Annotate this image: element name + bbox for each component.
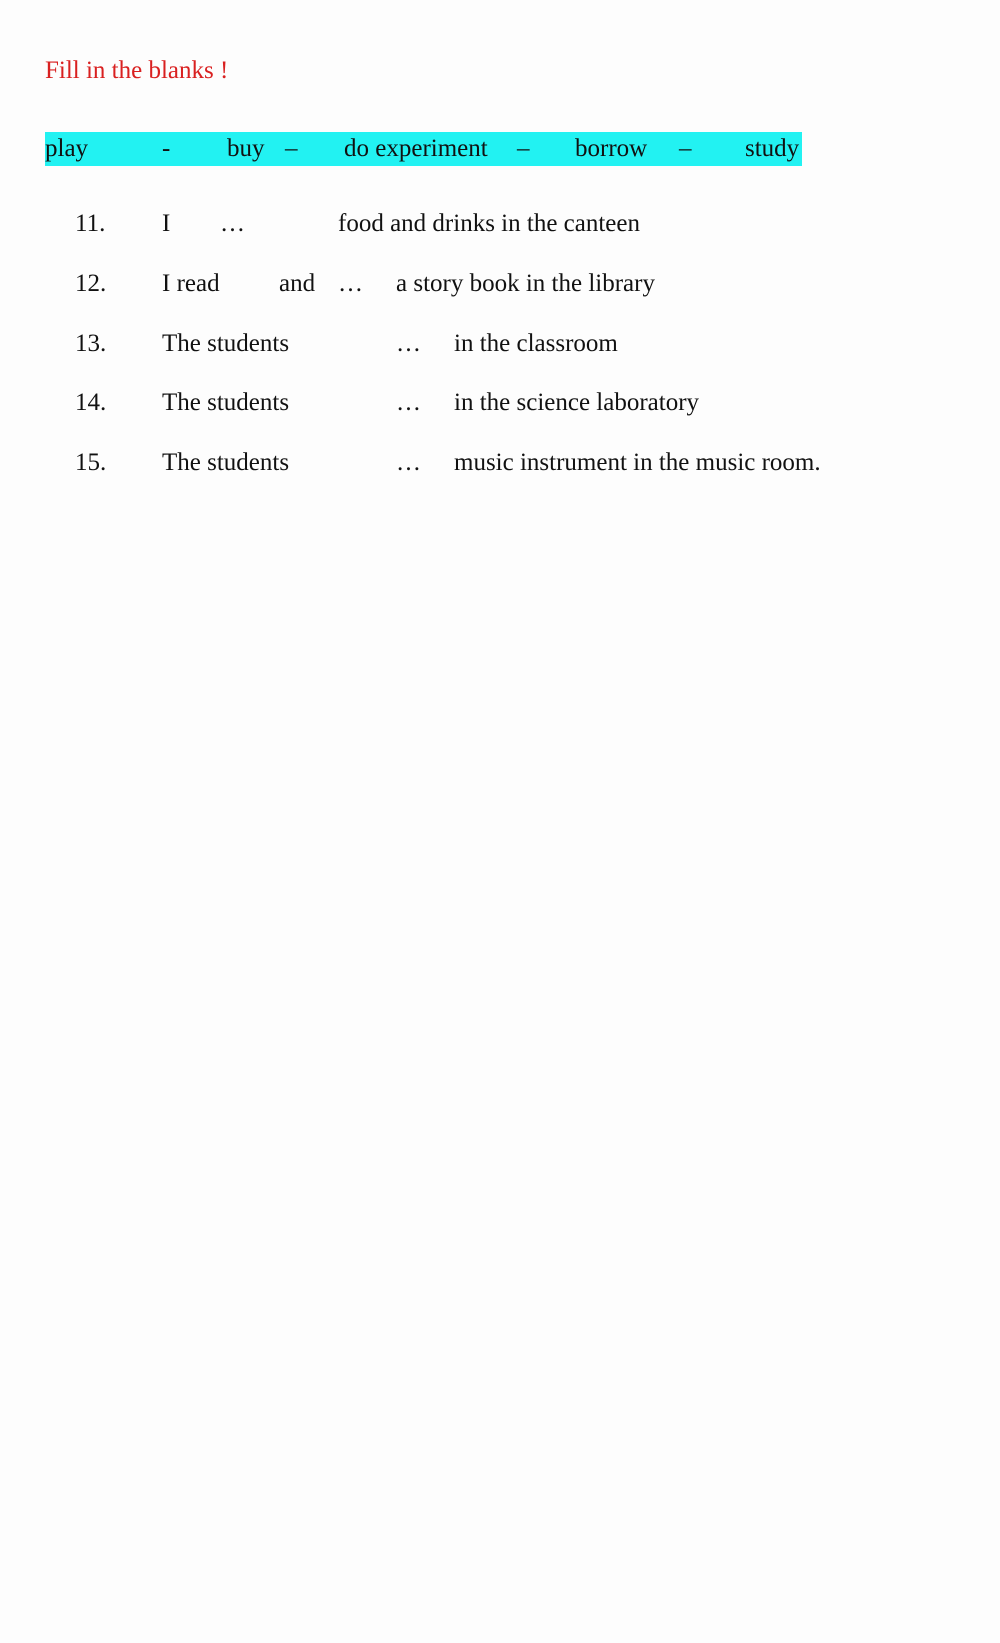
worksheet-title: Fill in the blanks !: [45, 57, 229, 84]
word-bank-word-buy: buy: [227, 135, 265, 162]
question-connector: and: [279, 270, 316, 297]
question-subject: The students: [162, 330, 290, 357]
question-subject: The students: [162, 389, 290, 416]
question-rest: music instrument in the music room.: [454, 449, 821, 476]
answer-blank[interactable]: …: [338, 270, 363, 297]
word-bank-word-borrow: borrow: [575, 135, 648, 162]
question-rest: food and drinks in the canteen: [338, 210, 640, 237]
word-bank-separator: –: [679, 135, 692, 162]
question-subject: I: [162, 210, 171, 237]
question-number: 11.: [75, 210, 106, 237]
question-rest: in the science laboratory: [454, 389, 700, 416]
answer-blank[interactable]: …: [396, 389, 421, 416]
answer-blank[interactable]: …: [396, 449, 421, 476]
question-number: 13.: [75, 330, 107, 357]
answer-blank[interactable]: …: [396, 330, 421, 357]
question-rest: a story book in the library: [396, 270, 655, 297]
question-row-15: [0, 445, 1000, 481]
question-rest: in the classroom: [454, 330, 618, 357]
word-bank-separator: -: [162, 135, 171, 162]
word-bank-word-study: study: [745, 135, 800, 162]
question-subject: I read: [162, 270, 220, 297]
word-bank-word-do-experiment: do experiment: [344, 135, 488, 162]
word-bank-word-play: play: [45, 135, 89, 162]
answer-blank[interactable]: …: [220, 210, 245, 237]
question-number: 12.: [75, 270, 107, 297]
question-subject: The students: [162, 449, 290, 476]
word-bank-separator: –: [285, 135, 298, 162]
word-bank: [45, 132, 802, 166]
question-row-11: [0, 206, 1000, 242]
question-row-14: [0, 385, 1000, 421]
question-number: 15.: [75, 449, 107, 476]
question-number: 14.: [75, 389, 107, 416]
word-bank-separator: –: [517, 135, 530, 162]
question-row-12: [0, 266, 1000, 302]
question-row-13: [0, 326, 1000, 362]
